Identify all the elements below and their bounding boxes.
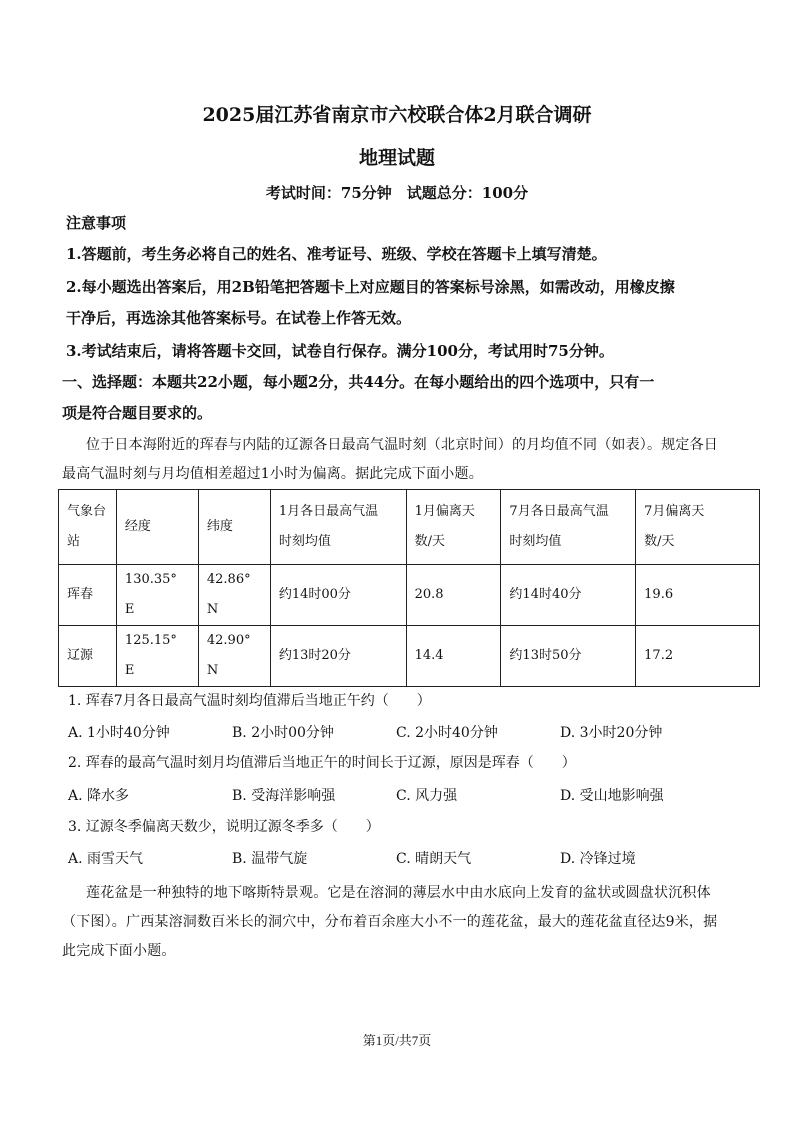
question-3-option-b: B. 温带气旋 — [232, 851, 308, 867]
question-2-option-a: A. 降水多 — [68, 788, 130, 804]
question-1-option-d: D. 3小时20分钟 — [560, 725, 663, 741]
passage-2-line-3: 此完成下面小题。 — [62, 943, 176, 959]
page-number: 第1页/共7页 — [362, 1033, 432, 1048]
question-3-option-c: C. 晴朗天气 — [396, 851, 472, 867]
notice-heading: 注意事项 — [66, 214, 127, 232]
table-header-cell: 气象台 站 — [59, 490, 117, 565]
table-header-cell: 纬度 — [198, 490, 270, 565]
table-header-cell: 7月偏离天 数/天 — [636, 490, 760, 565]
table-cell: 20.8 — [406, 565, 501, 626]
question-2-option-b: B. 受海洋影响强 — [232, 788, 336, 804]
question-2-option-c: C. 风力强 — [396, 788, 458, 804]
table-cell: 17.2 — [636, 626, 760, 687]
notice-item-1: 1.答题前，考生务必将自己的姓名、准考证号、班级、学校在答题卡上填写清楚。 — [66, 245, 607, 263]
question-3-stem: 3. 辽源冬季偏离天数少，说明辽源冬季多（ ） — [68, 819, 380, 835]
table-header-cell: 7月各日最高气温 时刻均值 — [501, 490, 636, 565]
question-2-option-d: D. 受山地影响强 — [560, 788, 664, 804]
table-header-cell: 1月各日最高气温 时刻均值 — [270, 490, 406, 565]
subject-title: 地理试题 — [358, 147, 435, 169]
table-row — [59, 626, 760, 687]
table-cell: 约14时40分 — [501, 565, 636, 626]
notice-item-2-line-1: 2.每小题选出答案后，用2B铅笔把答题卡上对应题目的答案标号涂黑，如需改动，用橡皮擦 — [66, 278, 675, 296]
table-cell: 珲春 — [59, 565, 117, 626]
table-row — [59, 565, 760, 626]
passage-2-line-2: （下图）。广西某溶洞数百米长的洞穴中，分布着百余座大小不一的莲花盆，最大的莲花盆直径达9米，据 — [62, 914, 718, 930]
table-cell: 约13时20分 — [270, 626, 406, 687]
notice-item-2-line-2: 干净后，再选涂其他答案标号。在试卷上作答无效。 — [66, 309, 412, 327]
passage-1-line-1: 位于日本海附近的珲春与内陆的辽源各日最高气温时刻（北京时间）的月均值不同（如表）。规定各日 — [86, 437, 718, 453]
table-header-cell: 1月偏离天 数/天 — [406, 490, 501, 565]
table-cell: 42.90° N — [198, 626, 270, 687]
table-cell: 125.15° E — [116, 626, 198, 687]
exam-title: 2025届江苏省南京市六校联合体2月联合调研 — [202, 104, 592, 126]
table-cell: 19.6 — [636, 565, 760, 626]
question-3-option-d: D. 冷锋过境 — [560, 851, 636, 867]
passage-2-line-1: 莲花盆是一种独特的地下喀斯特景观。它是在溶洞的薄层水中由水底向上发育的盆状或圆盘状沉积体 — [86, 885, 711, 901]
temperature-table — [58, 489, 760, 687]
question-1-stem: 1. 珲春7月各日最高气温时刻均值滞后当地正午约（ ） — [68, 693, 431, 709]
section-heading-line-1: 一、选择题：本题共22小题，每小题2分，共44分。在每小题给出的四个选项中，只有一 — [62, 373, 655, 391]
table-header-cell: 经度 — [116, 490, 198, 565]
notice-item-3: 3.考试结束后，请将答题卡交回，试卷自行保存。满分100分，考试用时75分钟。 — [66, 342, 614, 360]
table-cell: 约13时50分 — [501, 626, 636, 687]
question-2-stem: 2. 珲春的最高气温时刻月均值滞后当地正午的时间长于辽源，原因是珲春（ ） — [68, 755, 576, 771]
table-header-row — [59, 490, 760, 565]
passage-1-line-2: 最高气温时刻与月均值相差超过1小时为偏离。据此完成下面小题。 — [62, 466, 483, 482]
table-cell: 约14时00分 — [270, 565, 406, 626]
question-1-option-a: A. 1小时40分钟 — [68, 725, 170, 741]
section-heading-line-2: 项是符合题目要求的。 — [62, 404, 213, 422]
question-1-option-c: C. 2小时40分钟 — [396, 725, 498, 741]
table-cell: 14.4 — [406, 626, 501, 687]
question-3-option-a: A. 雨雪天气 — [68, 851, 144, 867]
table-cell: 辽源 — [59, 626, 117, 687]
table-cell: 42.86° N — [198, 565, 270, 626]
question-1-option-b: B. 2小时00分钟 — [232, 725, 334, 741]
table-cell: 130.35° E — [116, 565, 198, 626]
exam-info: 考试时间：75分钟 试题总分：100分 — [265, 184, 529, 202]
